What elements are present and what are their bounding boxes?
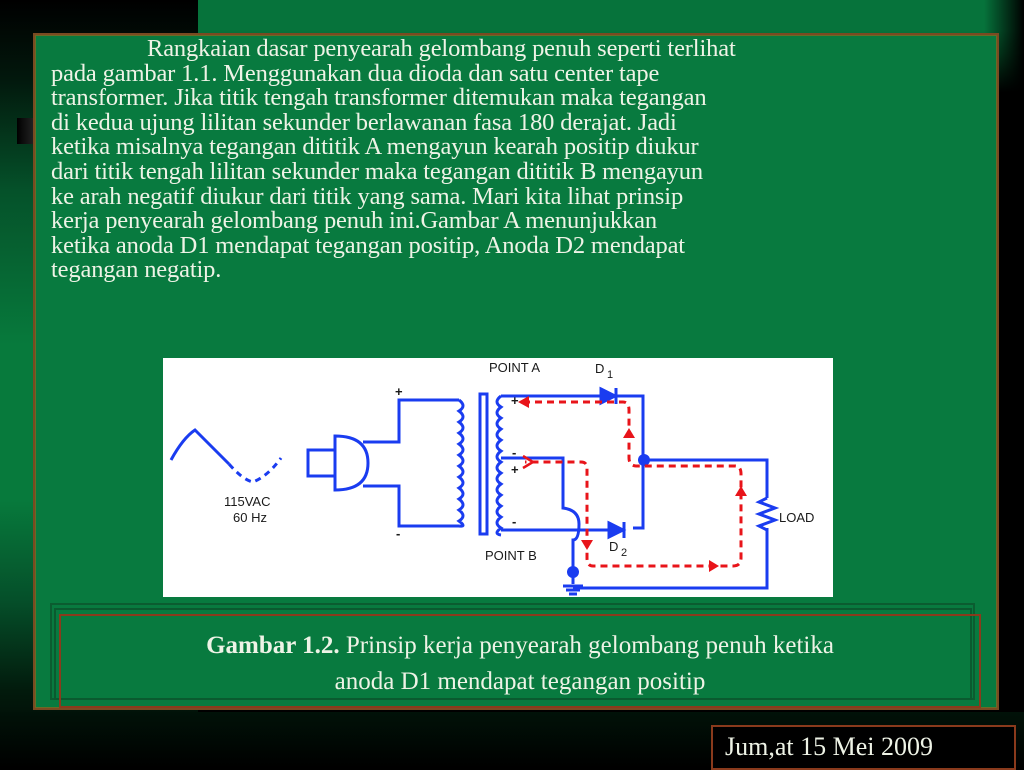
junction-dot-ground (567, 566, 579, 578)
current-arrow (518, 396, 529, 408)
caption-line-2: anoda D1 mendapat tegangan positip (334, 668, 706, 695)
primary-minus-label: - (396, 526, 401, 541)
secondary-bottom-minus-label: - (512, 514, 517, 529)
body-line: pada gambar 1.1. Menggunakan dua dioda dan satu center tape (51, 59, 660, 87)
body-line: tegangan negatip. (51, 256, 222, 284)
point-b-label: POINT B (485, 548, 537, 563)
body-line: ketika misalnya tegangan dititik A mengayun kearah positip diukur (51, 133, 699, 161)
body-line: kerja penyearah gelombang penuh ini.Gambar A menunjukkan (51, 207, 657, 235)
body-line: ke arah negatif diukur dari titik yang sama. Mari kita lihat prinsip (51, 182, 684, 210)
body-line: di kedua ujung lilitan sekunder berlawanan fasa 180 derajat. Jadi (51, 108, 677, 136)
rectifier-circuit-figure (163, 358, 833, 597)
d2-subscript: 2 (621, 547, 628, 559)
d1-subscript: 1 (607, 369, 614, 381)
body-line: transformer. Jika titik tengah transformer ditemukan maka tegangan (51, 84, 707, 112)
figure-caption (59, 614, 981, 708)
caption-label: Gambar 1.2. (206, 632, 340, 659)
caption-line-1 (61, 628, 979, 664)
body-paragraph (51, 37, 981, 283)
d2-label: D (609, 539, 619, 554)
secondary-top-plus-label: + (511, 393, 519, 408)
primary-plus-label: + (395, 384, 403, 399)
current-arrow (735, 486, 747, 496)
body-line: Rangkaian dasar penyearah gelombang penuh seperti terlihat (147, 35, 736, 62)
caption-text: Prinsip kerja penyearah gelombang penuh ketika (339, 632, 834, 659)
source-voltage-label: 115VAC (224, 494, 271, 509)
secondary-mid-plus-label: + (511, 462, 519, 477)
point-a-label: POINT A (489, 360, 541, 375)
sine-wave-icon (171, 430, 229, 464)
current-arrow (709, 560, 719, 572)
source-frequency-label: 60 Hz (233, 510, 267, 525)
junction-dot-top (638, 454, 650, 466)
body-line: dari titik tengah lilitan sekunder maka tegangan dititik B mengayun (51, 157, 703, 185)
secondary-mid-minus-label: - (512, 445, 517, 460)
current-arrow (581, 540, 593, 550)
footer-date: Jum,at 15 Mei 2009 (711, 725, 1016, 770)
body-line: ketika anoda D1 mendapat tegangan positip, Anoda D2 mendapat (51, 231, 685, 259)
d1-label: D (595, 361, 605, 376)
diode-d2-icon (609, 522, 624, 538)
load-label: LOAD (779, 510, 815, 525)
current-arrow (623, 428, 635, 438)
